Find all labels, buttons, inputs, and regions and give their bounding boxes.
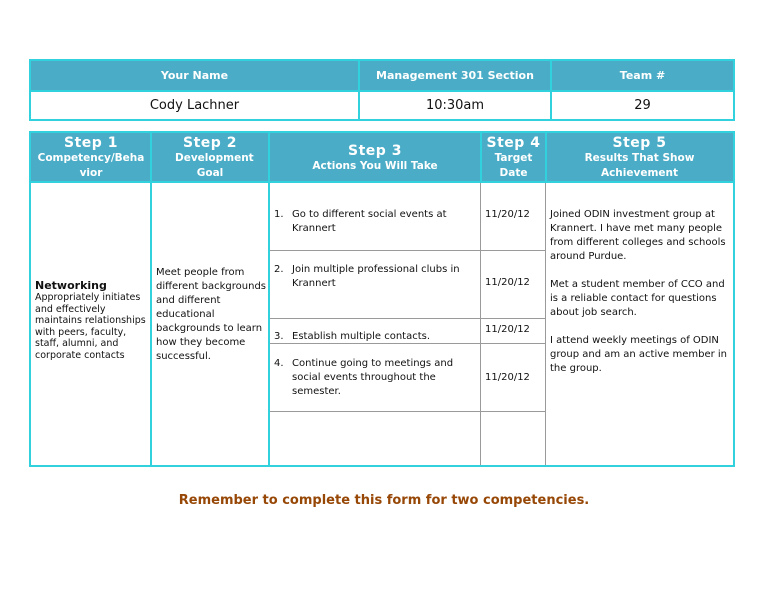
action-text: Join multiple professional clubs in Krannert [292, 264, 460, 289]
col-divider-1 [150, 133, 152, 465]
step2-header [151, 133, 269, 183]
info-table [29, 59, 735, 121]
section-value: 10:30am [359, 91, 551, 120]
results-cell [550, 208, 728, 390]
development-goal: Meet people from different backgrounds and different educational backgrounds to learn how they become successful. [156, 267, 267, 362]
step4-label: Step 4 [486, 135, 541, 151]
actions-date-divider [480, 183, 481, 465]
step4-header [481, 133, 546, 183]
target-date: 11/20/12 [485, 324, 530, 335]
step5-title: Results That Show Achievement [584, 152, 695, 179]
step5-header [546, 133, 733, 183]
step5-label: Step 5 [612, 135, 667, 151]
competency-description: Appropriately initiates and effectively maintains relationships with peers, faculty, staff, alumni, and corporate contacts [35, 292, 146, 361]
result-item: I attend weekly meetings of ODIN group and am an active member in the group. [550, 335, 728, 374]
target-date: 11/20/12 [485, 372, 530, 383]
action-text: Establish multiple contacts. [292, 331, 431, 342]
action-number: 4. [274, 358, 284, 369]
team-header: Team # [551, 60, 734, 91]
action-item [274, 330, 474, 344]
col-divider-4-header [545, 133, 547, 183]
step2-title: Development Goal [175, 152, 254, 179]
action-text: Continue going to meetings and social events throughout the semester. [292, 358, 454, 397]
step3-label: Step 3 [348, 142, 402, 159]
date-results-divider [545, 183, 546, 465]
action-item [274, 263, 474, 291]
step3-header [269, 133, 481, 183]
action-number: 3. [274, 331, 284, 342]
action-number: 2. [274, 264, 284, 275]
your-name-header: Your Name [30, 60, 359, 91]
step4-title: Target Date [494, 152, 533, 179]
col-divider-3-header [480, 133, 482, 183]
step3-title: Actions You Will Take [312, 159, 438, 172]
competency-name: Networking [35, 279, 107, 292]
action-item [274, 357, 474, 399]
result-item: Met a student member of CCO and is a reliable contact for questions about job search. [550, 279, 725, 318]
action-number: 1. [274, 209, 284, 220]
action-item [274, 208, 474, 236]
result-item: Joined ODIN investment group at Krannert. I have met many people from different colleges and schools around Purdue. [550, 209, 726, 262]
action-text: Go to different social events at Krannert [292, 209, 447, 234]
col-divider-2 [268, 133, 270, 465]
step1-title: Competency/Beha vior [37, 152, 145, 179]
header-divider [31, 181, 733, 183]
your-name-value: Cody Lachner [30, 91, 359, 120]
team-value: 29 [551, 91, 734, 120]
step2-label: Step 2 [183, 135, 237, 151]
step1-label: Step 1 [64, 135, 118, 151]
section-header: Management 301 Section [359, 60, 551, 91]
reminder-note: Remember to complete this form for two competencies. [178, 493, 590, 508]
steps-header-row [31, 133, 733, 183]
action-row-divider-2 [270, 318, 546, 319]
step1-header [31, 133, 151, 183]
action-row-divider-4 [270, 411, 546, 412]
steps-table [29, 131, 735, 467]
target-date: 11/20/12 [485, 277, 530, 288]
action-row-divider-1 [270, 250, 546, 251]
target-date: 11/20/12 [485, 209, 530, 220]
competency-cell [35, 279, 147, 361]
